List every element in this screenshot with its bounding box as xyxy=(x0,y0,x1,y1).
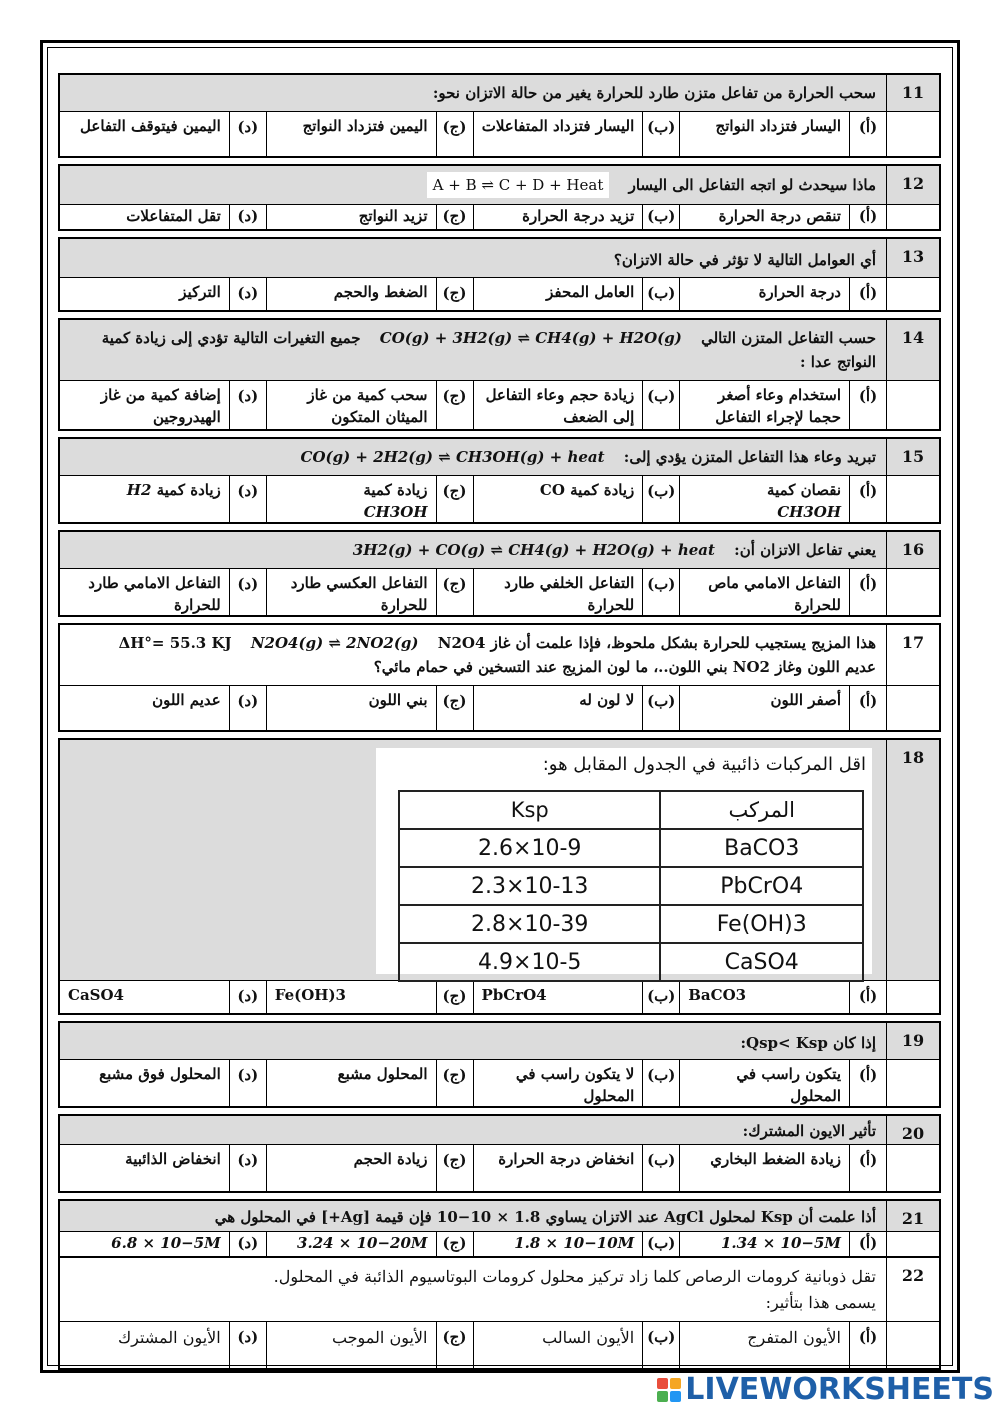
worksheet xyxy=(58,73,941,1376)
compound-cell: BaCO3 xyxy=(660,829,863,867)
ksp-cell: 4.9×10-5 xyxy=(399,943,660,981)
reaction-equation: CO(g) + 2H2(g) ⇌ CH3OH(g) + heat xyxy=(300,448,605,466)
question-11 xyxy=(58,73,941,158)
compound-cell: PbCrO4 xyxy=(660,867,863,905)
question-number: 18 xyxy=(886,740,939,980)
liveworksheets-logo[interactable] xyxy=(657,1372,994,1407)
option-letter: (د) xyxy=(229,381,266,429)
question-stem: تبريد وعاء هذا التفاعل المتزن يؤدي إلى: xyxy=(623,448,876,466)
question-15 xyxy=(58,437,941,524)
question-stem: حسب التفاعل المتزن التالي xyxy=(701,329,876,347)
option-b[interactable]: اليسار فتزداد المتفاعلات xyxy=(473,112,643,156)
table-row xyxy=(399,867,863,905)
enthalpy: ΔH°= 55.3 KJ xyxy=(118,634,232,652)
option-letter: (أ) xyxy=(849,476,886,522)
option-letter: (ب) xyxy=(642,981,679,1013)
ksp-table xyxy=(398,790,864,982)
option-letter: (ب) xyxy=(642,569,679,615)
option-a[interactable]: BaCO3 xyxy=(679,981,849,1013)
option-a[interactable]: اليسار فتزداد النواتج xyxy=(679,112,849,156)
option-c[interactable]: زيادة كمية CH3OH xyxy=(266,476,436,522)
option-letter: (د) xyxy=(229,1232,266,1256)
option-letter: (أ) xyxy=(849,1145,886,1191)
question-stem-cont: يسمى هذا بتأثير: xyxy=(765,1292,876,1312)
question-stem: ماذا سيحدث لو اتجه التفاعل الى اليسار xyxy=(628,176,876,194)
option-c[interactable]: سحب كمية من غاز الميثان المتكون xyxy=(266,381,436,429)
question-stem: إذا كان Qsp< Ksp: xyxy=(740,1034,876,1052)
option-letter: (أ) xyxy=(849,278,886,310)
logo-square-l xyxy=(657,1378,668,1389)
option-letter: (أ) xyxy=(849,1322,886,1368)
ksp-cell: 2.8×10-39 xyxy=(399,905,660,943)
question-stem-cont: عديم اللون وغاز NO2 بني اللون..، ما لون المزيج عند التسخين في حمام مائي؟ xyxy=(373,658,876,676)
logo-square-w xyxy=(670,1378,681,1389)
option-letter: (ج) xyxy=(436,1060,473,1106)
option-b[interactable]: الأيون السالب xyxy=(473,1322,643,1368)
table-row xyxy=(399,829,863,867)
question-number: 12 xyxy=(886,166,939,204)
option-letter: (د) xyxy=(229,278,266,310)
option-a[interactable]: أصفر اللون xyxy=(679,686,849,730)
question-number: 14 xyxy=(886,320,939,380)
option-letter: (ب) xyxy=(642,205,679,229)
compound-cell: CaSO4 xyxy=(660,943,863,981)
option-b[interactable]: العامل المحفز xyxy=(473,278,643,310)
option-d[interactable]: زيادة كمية H2 xyxy=(126,481,221,499)
option-d[interactable]: تقل المتفاعلات xyxy=(126,207,221,225)
option-d[interactable]: التفاعل الامامي طارد للحرارة xyxy=(88,574,221,614)
option-letter: (ب) xyxy=(642,686,679,730)
question-number: 16 xyxy=(886,532,939,568)
option-letter: (ج) xyxy=(436,278,473,310)
option-letter: (ج) xyxy=(436,476,473,522)
option-b[interactable]: 1.8 × 10−10M xyxy=(473,1232,643,1256)
question-19 xyxy=(58,1021,941,1108)
option-letter: (د) xyxy=(229,205,266,229)
option-d[interactable]: التركيز xyxy=(179,283,221,301)
logo-square-blank xyxy=(670,1391,681,1402)
table-header-row xyxy=(399,791,863,829)
option-letter: (ب) xyxy=(642,1232,679,1256)
option-b[interactable]: تزيد درجة الحرارة xyxy=(473,205,643,229)
option-letter: (أ) xyxy=(849,981,886,1013)
option-d[interactable]: انخفاض الذائبية xyxy=(125,1150,221,1168)
table-row xyxy=(399,905,863,943)
option-letter: (ج) xyxy=(436,1232,473,1256)
question-stem: هذا المزيج يستجيب للحرارة بشكل ملحوظ، فإذا علمت أن غاز N2O4 xyxy=(437,634,876,652)
option-letter: (ج) xyxy=(436,381,473,429)
option-d[interactable]: اليمين فيتوقف التفاعل xyxy=(80,117,221,135)
question-stem: أذا علمت أن Ksp لمحلول AgCl عند الاتزان يساوي 1.8 × 10−10 فإن قيمة [Ag+] في المحلول هي xyxy=(214,1208,876,1226)
option-c[interactable]: Fe(OH)3 xyxy=(266,981,436,1013)
reaction-equation: N2O4(g) ⇌ 2NO2(g) xyxy=(250,634,419,652)
reaction-equation: 3H2(g) + CO(g) ⇌ CH4(g) + H2O(g) + heat xyxy=(352,541,715,559)
question-14 xyxy=(58,318,941,431)
logo-text: LIVEWORKSHEETS xyxy=(685,1372,994,1407)
option-letter: (أ) xyxy=(849,1060,886,1106)
option-a[interactable]: تنقص درجة الحرارة xyxy=(679,205,849,229)
option-letter: (ب) xyxy=(642,1060,679,1106)
option-c[interactable]: الضغط والحجم xyxy=(266,278,436,310)
question-stem: أي العوامل التالية لا تؤثر في حالة الاتزان؟ xyxy=(613,251,876,269)
option-letter: (ج) xyxy=(436,1145,473,1191)
option-letter: (ج) xyxy=(436,569,473,615)
ksp-table-image xyxy=(376,748,872,974)
question-21 xyxy=(58,1199,941,1258)
question-number: 21 xyxy=(886,1201,939,1231)
option-a[interactable]: زيادة الضغط البخاري xyxy=(679,1145,849,1191)
column-header: المركب xyxy=(660,791,863,829)
question-number: 15 xyxy=(886,439,939,475)
option-d[interactable]: إضافة كمية من غاز الهيدروجين xyxy=(100,386,221,426)
question-20 xyxy=(58,1114,941,1193)
question-stem: تقل ذوبانية كرومات الرصاص كلما زاد تركيز محلول كرومات البوتاسيوم الذائبة في المحلول. xyxy=(273,1267,876,1286)
option-a[interactable]: يتكون راسب في المحلول xyxy=(679,1060,849,1106)
option-letter: (ج) xyxy=(436,205,473,229)
option-letter: (ج) xyxy=(436,112,473,156)
ksp-cell: 2.6×10-9 xyxy=(399,829,660,867)
option-d[interactable]: 6.8 × 10−5M xyxy=(111,1234,221,1252)
option-c[interactable]: زيادة الحجم xyxy=(266,1145,436,1191)
question-number: 13 xyxy=(886,239,939,277)
question-12 xyxy=(58,164,941,231)
option-letter: (أ) xyxy=(849,569,886,615)
option-letter: (أ) xyxy=(849,686,886,730)
option-letter: (د) xyxy=(229,476,266,522)
option-letter: (د) xyxy=(229,569,266,615)
option-letter: (ج) xyxy=(436,1322,473,1368)
compound-cell: Fe(OH)3 xyxy=(660,905,863,943)
option-b[interactable]: زيادة كمية CO xyxy=(473,476,643,522)
question-22 xyxy=(58,1258,941,1370)
question-stem: يعني تفاعل الاتزان أن: xyxy=(734,541,876,559)
option-b[interactable]: لا لون له xyxy=(473,686,643,730)
option-b[interactable]: انخفاض درجة الحرارة xyxy=(473,1145,643,1191)
logo-square-s xyxy=(657,1391,668,1402)
option-b[interactable]: PbCrO4 xyxy=(473,981,643,1013)
option-letter: (ب) xyxy=(642,1322,679,1368)
option-d[interactable]: عديم اللون xyxy=(152,691,221,709)
reaction-equation: CO(g) + 3H2(g) ⇌ CH4(g) + H2O(g) xyxy=(379,329,682,347)
table-row xyxy=(399,943,863,981)
question-number: 20 xyxy=(886,1116,939,1144)
option-letter: (ب) xyxy=(642,1145,679,1191)
option-a[interactable]: نقصان كمية CH3OH xyxy=(679,476,849,522)
option-c[interactable]: 3.24 × 10−20M xyxy=(266,1232,436,1256)
option-letter: (د) xyxy=(229,686,266,730)
option-letter: (ج) xyxy=(436,981,473,1013)
ksp-cell: 2.3×10-13 xyxy=(399,867,660,905)
question-13 xyxy=(58,237,941,312)
option-letter: (د) xyxy=(229,112,266,156)
option-c[interactable]: بني اللون xyxy=(266,686,436,730)
question-16 xyxy=(58,530,941,617)
option-b[interactable]: زيادة حجم وعاء التفاعل إلى الضعف xyxy=(473,381,643,429)
question-17 xyxy=(58,623,941,732)
option-c[interactable]: اليمين فتزداد النواتج xyxy=(266,112,436,156)
option-b[interactable]: التفاعل الخلفي طارد للحرارة xyxy=(473,569,643,615)
option-a[interactable]: درجة الحرارة xyxy=(679,278,849,310)
option-d[interactable]: الأيون المشترك xyxy=(117,1328,221,1348)
option-letter: (أ) xyxy=(849,205,886,229)
reaction-equation: A + B ⇌ C + D + Heat xyxy=(427,172,610,198)
option-a[interactable]: استخدام وعاء أصغر حجما لإجراء التفاعل xyxy=(679,381,849,429)
option-c[interactable]: تزيد النواتج xyxy=(266,205,436,229)
question-stem-cont: جميع التغيرات التالية تؤدي إلى زيادة كمية النواتج عدا : xyxy=(101,329,876,371)
option-c[interactable]: التفاعل العكسي طارد للحرارة xyxy=(266,569,436,615)
question-18 xyxy=(58,738,941,1015)
option-letter: (د) xyxy=(229,1322,266,1368)
option-d[interactable]: CaSO4 xyxy=(68,986,124,1004)
option-letter: (ب) xyxy=(642,278,679,310)
question-stem: تأثير الايون المشترك: xyxy=(742,1122,876,1140)
option-a[interactable]: التفاعل الامامي ماص للحرارة xyxy=(679,569,849,615)
option-letter: (أ) xyxy=(849,381,886,429)
question-number: 19 xyxy=(886,1023,939,1059)
question-number: 22 xyxy=(886,1258,939,1321)
logo-icon xyxy=(657,1378,681,1402)
option-letter: (د) xyxy=(229,1060,266,1106)
option-letter: (ج) xyxy=(436,686,473,730)
option-letter: (د) xyxy=(229,981,266,1013)
option-c[interactable]: المحلول مشبع xyxy=(266,1060,436,1106)
option-c[interactable]: الأيون الموجب xyxy=(266,1322,436,1368)
question-number: 17 xyxy=(886,625,939,685)
column-header: Ksp xyxy=(399,791,660,829)
question-stem: سحب الحرارة من تفاعل متزن طارد للحرارة يغير من حالة الاتزان نحو: xyxy=(432,84,876,102)
option-letter: (ب) xyxy=(642,112,679,156)
option-b[interactable]: لا يتكون راسب في المحلول xyxy=(473,1060,643,1106)
option-letter: (د) xyxy=(229,1145,266,1191)
option-letter: (أ) xyxy=(849,112,886,156)
question-number: 11 xyxy=(886,75,939,111)
option-letter: (أ) xyxy=(849,1232,886,1256)
option-letter: (ب) xyxy=(642,381,679,429)
option-letter: (ب) xyxy=(642,476,679,522)
question-stem: اقل المركبات ذائبية في الجدول المقابل هو: xyxy=(542,754,866,775)
option-a[interactable]: 1.34 × 10−5M xyxy=(679,1232,849,1256)
option-a[interactable]: الأيون المتفرج xyxy=(679,1322,849,1368)
option-d[interactable]: المحلول فوق مشبع xyxy=(99,1065,221,1083)
